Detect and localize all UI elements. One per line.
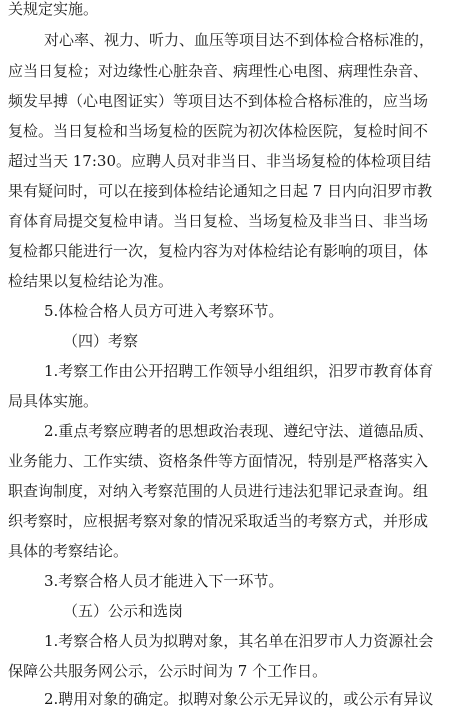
text-line: 局具体实施。 [8, 392, 99, 410]
text-line: 职查询制度，对纳入考察范围的人员进行违法犯罪记录查询。组 [8, 482, 429, 500]
text-line: 复检都只能进行一次，复检内容为对体检结论有影响的项目，体 [8, 242, 429, 260]
text-line: 1.考察工作由公开招聘工作领导小组组织，汨罗市教育体育 [44, 362, 434, 380]
text-line: 育体育局提交复检申请。当日复检、当场复检及非当日、非当场 [8, 212, 429, 230]
text-line: 检结果以复检结论为准。 [8, 272, 174, 290]
text-line: 对心率、视力、听力、血压等项目达不到体检合格标准的， [44, 31, 435, 49]
text-line: 1.考察合格人员为拟聘对象，其名单在汨罗市人力资源社会 [44, 632, 434, 650]
text-line: 关规定实施。 [8, 0, 99, 18]
text-line: 2.重点考察应聘者的思想政治表现、遵纪守法、道德品质、 [44, 422, 434, 440]
text-line: 织考察时，应根据考察对象的情况采取适当的考察方式，并形成 [8, 512, 429, 530]
text-line: 果有疑问时，可以在接到体检结论通知之日起 7 日内向汨罗市教 [8, 182, 433, 200]
text-line: 复检。当日复检和当场复检的医院为初次体检医院，复检时间不 [8, 122, 429, 140]
text-line: 3.考察合格人员才能进入下一环节。 [44, 572, 284, 590]
section-heading: （四）考察 [63, 332, 139, 350]
text-line: 频发早搏（心电图证实）等项目达不到体检合格标准的，应当场 [8, 92, 429, 110]
text-line: 保障公共服务网公示，公示时间为 7 个工作日。 [8, 662, 328, 680]
text-line: 2.聘用对象的确定。拟聘对象公示无异议的，或公示有异议 [44, 690, 434, 708]
text-line: 具体的考察结论。 [8, 542, 129, 560]
text-line: 应当日复检；对边缘性心脏杂音、病理性心电图、病理性杂音、 [8, 62, 429, 80]
text-line: 业务能力、工作实绩、资格条件等方面情况，特别是严格落实入 [8, 452, 429, 470]
section-heading: （五）公示和选岗 [63, 602, 184, 620]
text-line: 5.体检合格人员方可进入考察环节。 [44, 302, 284, 320]
text-line: 超过当天 17:30。应聘人员对非当日、非当场复检的体检项目结 [8, 152, 431, 170]
